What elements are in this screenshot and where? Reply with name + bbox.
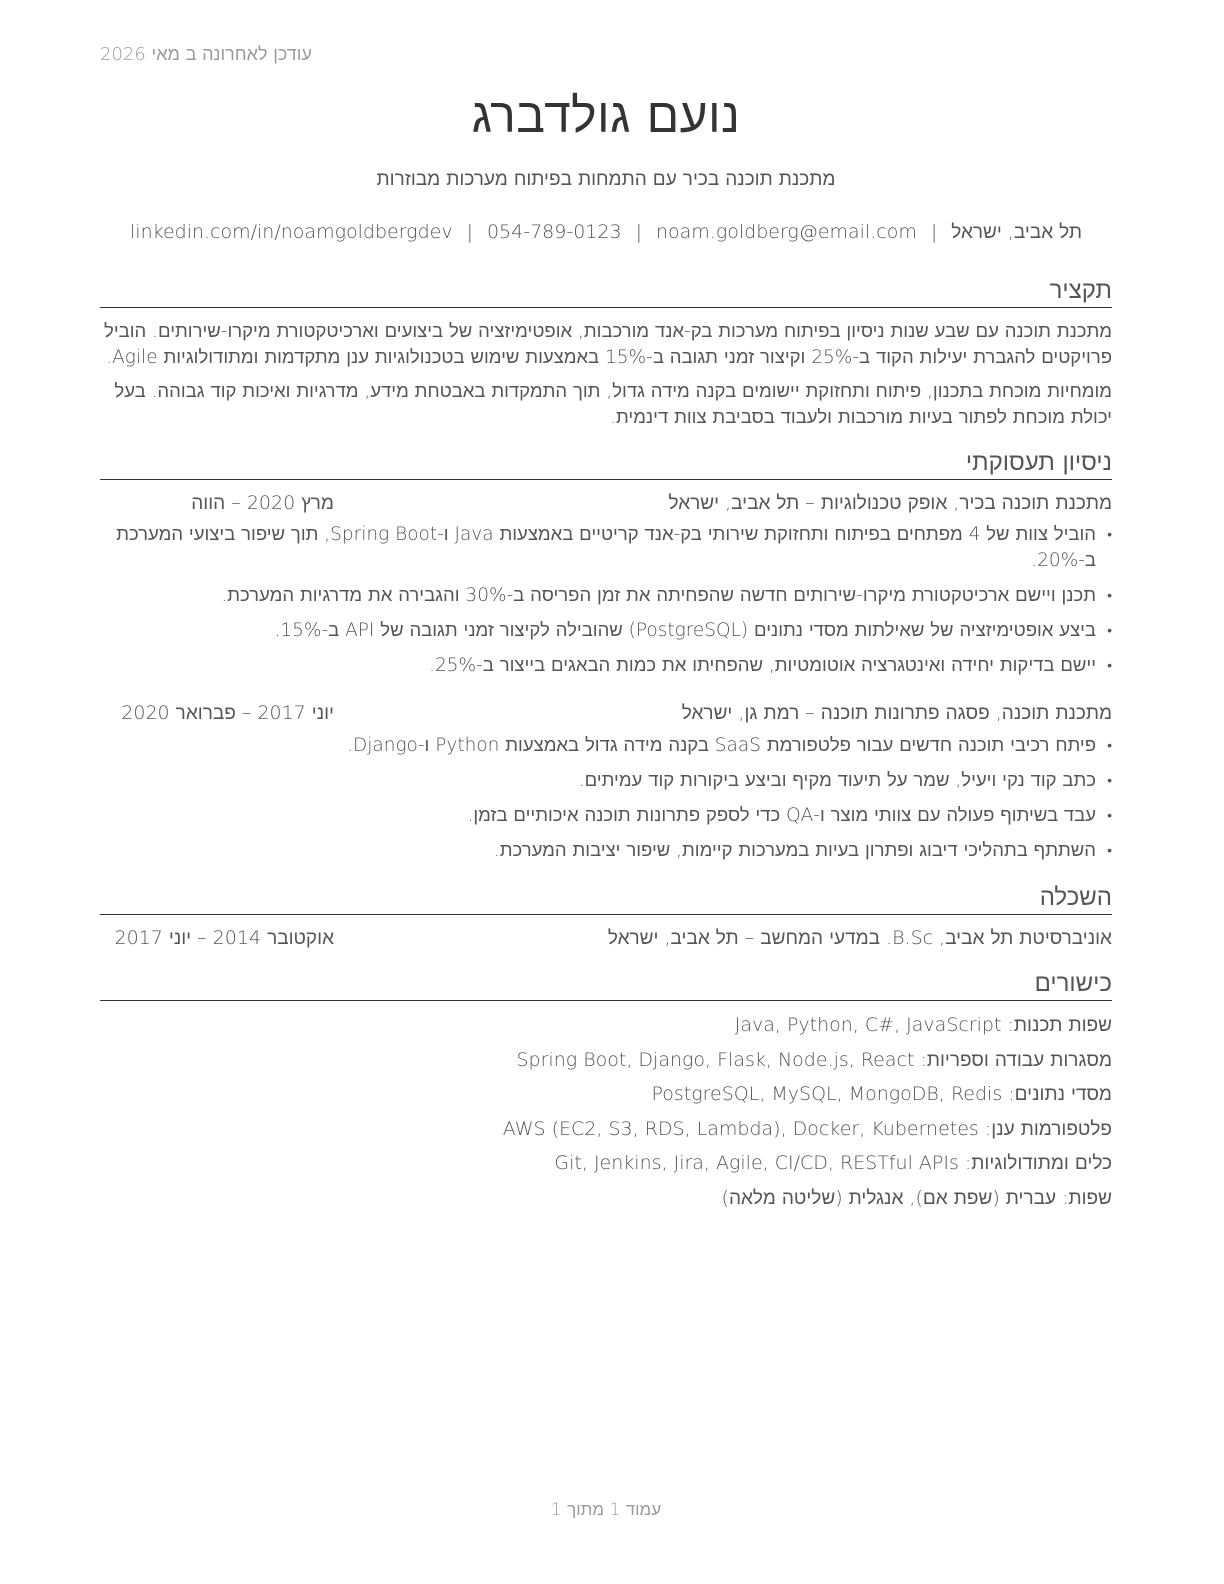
bullet-dot-icon: • — [1107, 658, 1112, 674]
job-header — [100, 702, 1112, 728]
skill-line: מסגרות עבודה וספריות: Spring Boot, Django, Flask, Node.js, React — [516, 1048, 1112, 1071]
contact-line — [100, 221, 1112, 244]
education-degree: אוניברסיטת תל אביב, B.Sc. במדעי המחשב – תל אביב, ישראל — [607, 927, 1112, 949]
education-entry — [100, 927, 1112, 953]
job-bullet-text: עבד בשיתוף פעולה עם צוותי מוצר ו-QA כדי לספק פתרונות תוכנה איכותיים בזמן. — [467, 805, 1096, 826]
section-heading-education: השכלה — [100, 881, 1112, 915]
candidate-name: נועם גולדברג — [471, 88, 741, 144]
bullet-dot-icon: • — [1107, 588, 1112, 604]
contact-linkedin[interactable]: linkedin.com/in/noamgoldbergdev — [130, 221, 453, 243]
education-dates: אוקטובר 2014 – יוני 2017 — [114, 927, 334, 949]
job-bullet — [100, 803, 1112, 829]
job-bullet — [100, 583, 1112, 609]
job-role: מתכנת תוכנה, פסגה פתרונות תוכנה – רמת גן, ישראל — [681, 702, 1112, 724]
job-bullet — [100, 522, 1112, 574]
job-bullet — [100, 838, 1112, 864]
job-dates: מרץ 2020 – הווה — [191, 492, 334, 514]
job-bullet-text: הוביל צוות של 4 מפתחים בפיתוח ותחזוקת שירותי בק-אנד קריטיים באמצעות Java ו-Spring Boot, תוך שיפור ביצועי המערכת ב-20%. — [116, 524, 1096, 571]
last-updated-note: עודכן לאחרונה ב מאי 2026 — [100, 44, 312, 65]
job-bullet-text: השתתף בתהליכי דיבוג ופתרון בעיות במערכות קיימות, שיפור יציבות המערכת. — [493, 840, 1096, 861]
summary-paragraph: מתכנת תוכנה עם שבע שנות ניסיון בפיתוח מערכות בק-אנד מורכבות, אופטימיזציה של ביצועים וארכיטקטורת מיקרו-שירותים. הוביל פרויקטים להגברת יעילות הקוד ב-25% וקיצור זמני תגובה ב-15% באמצעות שימוש בטכנולוגיות ענן מתקדמות ומתודולוגיות Agile. — [104, 321, 1112, 368]
job-role: מתכנת תוכנה בכיר, אופק טכנולוגיות – תל אביב, ישראל — [668, 492, 1112, 514]
contact-phone[interactable]: 054-789-0123 — [486, 221, 622, 243]
job-bullet-list — [100, 522, 1112, 688]
job-bullet-list — [100, 733, 1112, 873]
bullet-dot-icon: • — [1107, 808, 1112, 824]
job-bullet — [100, 768, 1112, 794]
contact-separator: | — [635, 221, 642, 243]
section-heading-summary: תקציר — [100, 274, 1112, 308]
page-number: עמוד 1 מתוך 1 — [550, 1500, 662, 1520]
job-bullet-text: כתב קוד נקי ויעיל, שמר על תיעוד מקיף וביצע ביקורות קוד עמיתים. — [578, 770, 1096, 791]
contact-email[interactable]: noam.goldberg@email.com — [655, 221, 917, 243]
bullet-dot-icon: • — [1107, 738, 1112, 754]
job-bullet-text: ביצע אופטימיזציה של שאילתות מסדי נתונים (PostgreSQL) שהובילה לקיצור זמני תגובה של API ב-15%. — [274, 620, 1096, 641]
skills-list — [100, 1012, 1112, 1220]
skill-line: פלטפורמות ענן: AWS (EC2, S3, RDS, Lambda), Docker, Kubernetes — [502, 1117, 1112, 1140]
candidate-title: מתכנת תוכנה בכיר עם התמחות בפיתוח מערכות מבוזרות — [376, 168, 836, 190]
section-heading-experience: ניסיון תעסוקתי — [100, 446, 1112, 480]
job-bullet — [100, 653, 1112, 679]
skill-line: מסדי נתונים: PostgreSQL, MySQL, MongoDB, Redis — [651, 1083, 1112, 1106]
job-header — [100, 492, 1112, 518]
bullet-dot-icon: • — [1107, 623, 1112, 639]
contact-separator: | — [466, 221, 473, 243]
job-bullet-text: פיתח רכיבי תוכנה חדשים עבור פלטפורמת SaaS בקנה מידה גדול באמצעות Python ו-Django. — [347, 735, 1096, 756]
bullet-dot-icon: • — [1107, 773, 1112, 789]
resume-page — [100, 0, 1112, 1584]
job-bullet — [100, 618, 1112, 644]
section-heading-skills: כישורים — [100, 967, 1112, 1001]
contact-location: תל אביב, ישראל — [951, 221, 1082, 243]
job-bullet — [100, 733, 1112, 759]
job-dates: יוני 2017 – פברואר 2020 — [121, 702, 334, 724]
summary-paragraph: מומחיות מוכחת בתכנון, פיתוח ותחזוקת יישומים בקנה מידה גדול, תוך התמקדות באבטחת מידע, מדרגיות ואיכות קוד גבוהה. בעל יכולת מוכחת לפתור בעיות מורכבות ולעבוד בסביבת צוות דינמית. — [114, 381, 1112, 428]
bullet-dot-icon: • — [1107, 843, 1112, 859]
skill-line: שפות תכנות: Java, Python, C#, JavaScript — [734, 1014, 1112, 1036]
bullet-dot-icon: • — [1107, 527, 1112, 543]
skill-line: שפות: עברית (שפת אם), אנגלית (שליטה מלאה) — [721, 1186, 1112, 1209]
job-bullet-text: תכנן ויישם ארכיטקטורת מיקרו-שירותים חדשה שהפחיתה את זמן הפריסה ב-30% והגבירה את מדרגיות המערכת. — [221, 585, 1096, 606]
contact-separator: | — [930, 221, 938, 243]
job-bullet-text: יישם בדיקות יחידה ואינטגרציה אוטומטיות, שהפחיתו את כמות הבאגים בייצור ב-25%. — [429, 655, 1096, 676]
skill-line: כלים ומתודולוגיות: Git, Jenkins, Jira, Agile, CI/CD, RESTful APIs — [554, 1152, 1112, 1175]
